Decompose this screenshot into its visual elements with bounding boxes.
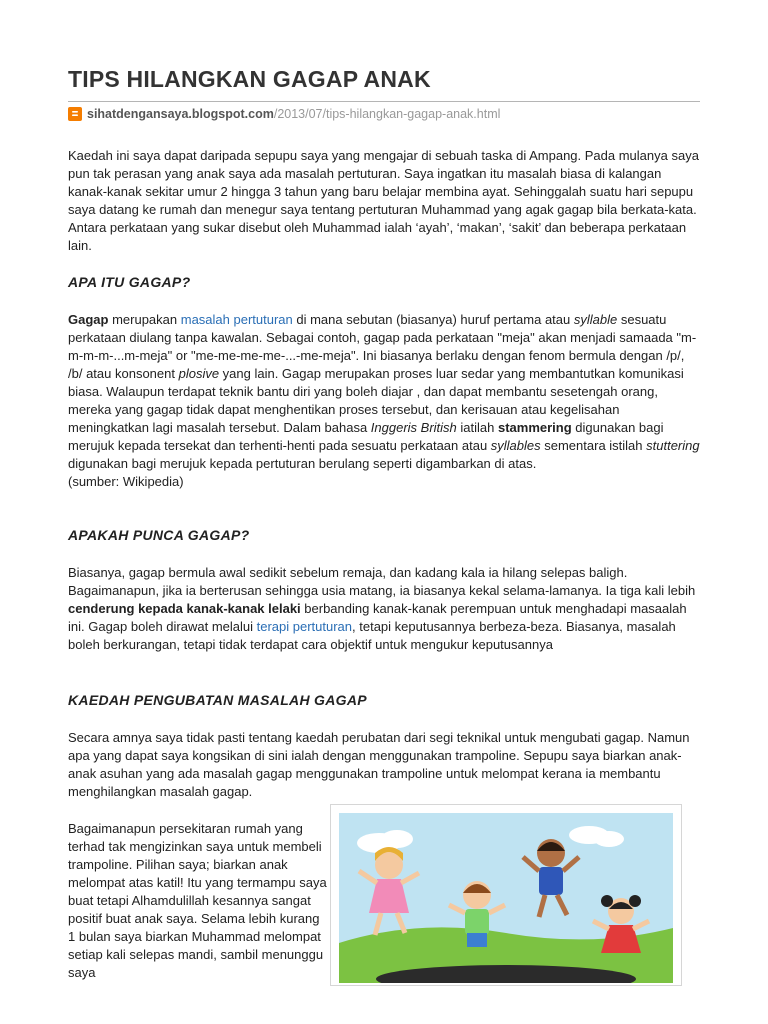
source-domain[interactable]: sihatdengansaya.blogspot.com xyxy=(87,107,274,121)
source-path[interactable]: /2013/07/tips-hilangkan-gagap-anak.html xyxy=(273,107,501,121)
section-heading-kaedah-pengubatan: KAEDAH PENGUBATAN MASALAH GAGAP xyxy=(68,692,367,708)
cause-paragraph xyxy=(68,564,700,654)
children-trampoline-illustration xyxy=(339,813,673,983)
italic-stuttering: stuttering xyxy=(646,438,700,453)
text: di mana sebutan (biasanya) huruf pertama atau xyxy=(292,312,574,327)
section-heading-apa-itu-gagap: APA ITU GAGAP? xyxy=(68,274,191,290)
text: , tetapi keputusannya berbeza-beza. Biasanya, masalah boleh berkurangan, tetapi tidak terdapat cara objektif untuk mengukur keputusannya xyxy=(68,619,676,652)
italic-plosive: plosive xyxy=(178,366,220,381)
trampoline-paragraph: Bagaimanapun persekitaran rumah yang terhad tak mengizinkan saya untuk membeli trampoline. Pilihan saya; biarkan anak melompat atas katil! Itu yang termampu saya buat tetapi Alhamdulillah kesannya sangat positif buat anak saya. Selama lebih kurang 1 bulan saya biarkan Muhammad melompat setiap kali selepas mandi, sambil menunggu saya xyxy=(68,821,327,980)
link-masalah-pertuturan[interactable]: masalah pertuturan xyxy=(180,312,293,327)
bold-cenderung: cenderung kepada kanak-kanak lelaki xyxy=(68,601,301,616)
italic-syllables: syllables xyxy=(490,438,541,453)
definition-paragraph xyxy=(68,311,700,491)
blogger-icon xyxy=(68,107,82,121)
treatment-paragraph: Secara amnya saya tidak pasti tentang kaedah perubatan dari segi teknikal untuk mengubati gagap. Namun apa yang dapat saya kongsikan di sini ialah dengan menggunakan trampoline. Sepupu saya biarkan anak-anak asuhan yang ada masalah gagap menggunakan trampoline untuk melompat kerana ia membantu menghilangkan masalah gagap. xyxy=(68,730,690,799)
source-note: (sumber: Wikipedia) xyxy=(68,474,184,489)
italic-syllable: syllable xyxy=(573,312,618,327)
link-terapi-pertuturan[interactable]: terapi pertuturan xyxy=(256,619,353,634)
text: iatilah xyxy=(456,420,498,435)
italic-inggeris-british: Inggeris British xyxy=(370,420,457,435)
text: digunakan bagi merujuk kepada pertuturan berulang seperti digambarkan di atas. xyxy=(68,456,537,471)
title-divider xyxy=(68,101,700,102)
text: berbanding kanak-kanak perempuan untuk menghadapi masaalah ini. Gagap boleh dirawat melalui xyxy=(68,601,687,634)
article-title: TIPS HILANGKAN GAGAP ANAK xyxy=(68,66,431,92)
bold-stammering: stammering xyxy=(497,420,572,435)
text: merupakan xyxy=(108,312,181,327)
text: sesuatu perkataan diulang tanpa kawalan. Sebagai contoh, gagap pada perkataan "meja" akan menjadi samaada "m-m-m-m-...m-meja" or "me-me-me-me-...-me-meja". Ini biasanya berlaku dengan fenom bermula dengan /p/, /b/ atau konsonent xyxy=(68,312,697,381)
children-trampoline-image xyxy=(330,804,682,986)
source-url[interactable] xyxy=(68,107,500,121)
text: Biasanya, gagap bermula awal sedikit sebelum remaja, dan kadang kala ia hilang selepas baligh. Bagaimanapun, jika ia berterusan sehingga usia matang, ia biasanya kekal selama-lamanya. Ia tiga kali lebih xyxy=(68,565,696,598)
text: digunakan bagi merujuk kepada tersekat dan terhenti-henti pada sesuatu perkataan atau xyxy=(68,420,664,453)
text: yang lain. Gagap merupakan proses luar sedar yang membantutkan komunikasi biasa. Walaupun terdapat teknik bantu diri yang boleh diajar , dan dapat membantu sesetengah orang, mereka yang gagap tidak dapat menghentikan proses tersebut, dan kerisauan atau kegelisahan meningkatkan lagi masalah tersebut. Dalam bahasa xyxy=(68,366,684,435)
section-heading-punca-gagap: APAKAH PUNCA GAGAP? xyxy=(68,527,250,543)
text: sementara istilah xyxy=(540,438,647,453)
term-gagap: Gagap xyxy=(68,312,109,327)
intro-paragraph: Kaedah ini saya dapat daripada sepupu saya yang mengajar di sebuah taska di Ampang. Pada mulanya saya pun tak perasan yang anak saya ada masalah pertuturan. Saya ingatkan itu masalah biasa di kalangan kanak-kanak sekitar umur 2 hingga 3 tahun yang baru belajar membina ayat. Sehinggalah suatu hari sepupu saya datang ke rumah dan menegur saya tentang pertuturan Muhammad yang agak gagap bila berkata-kata. Antara perkataan yang sukar disebut oleh Muhammad ialah ‘ayah’, ‘makan’, ‘sakit’ dan beberapa perkataan lain. xyxy=(68,148,699,253)
